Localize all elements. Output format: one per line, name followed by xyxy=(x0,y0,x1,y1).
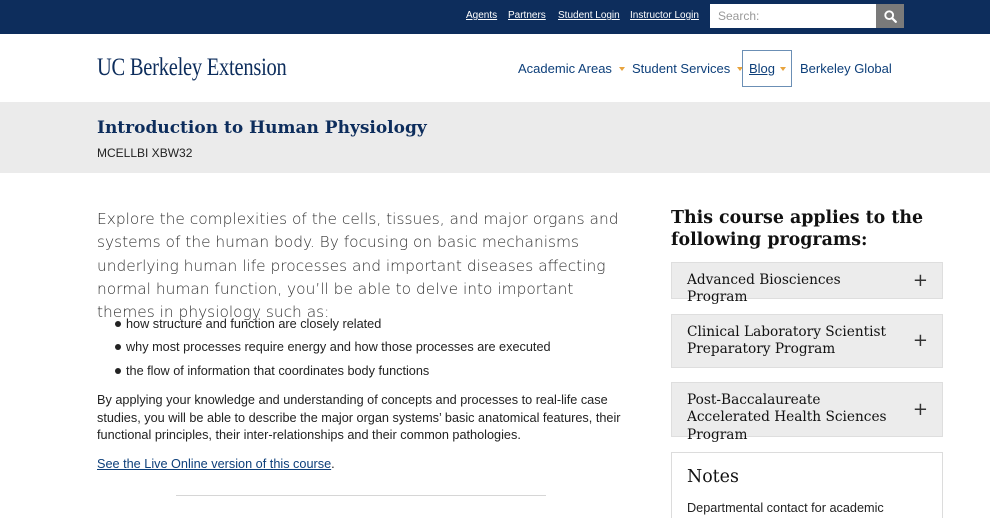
notes-title: Notes xyxy=(687,467,739,487)
plus-icon: + xyxy=(912,270,928,291)
nav-academic-areas[interactable] xyxy=(518,61,625,76)
program-title: Advanced Biosciences Program xyxy=(687,272,841,306)
themes-list xyxy=(113,315,551,385)
chevron-down-icon xyxy=(780,67,786,71)
instructor-login-link[interactable]: Instructor Login xyxy=(630,10,699,21)
search-input[interactable] xyxy=(710,4,876,28)
program-card-advanced-biosciences[interactable] xyxy=(671,262,943,306)
nav-label: Berkeley Global xyxy=(800,61,892,76)
live-online-link[interactable]: See the Live Online version of this course xyxy=(97,457,332,471)
course-code: MCELLBI XBW32 xyxy=(97,146,193,160)
divider xyxy=(176,495,546,496)
site-logo[interactable]: UC Berkeley Extension xyxy=(97,54,287,81)
agents-link[interactable]: Agents xyxy=(466,10,498,21)
program-title: Post-Baccalaureate Accelerated Health Sciences Program xyxy=(687,392,887,443)
course-banner xyxy=(0,102,990,173)
program-card-clinical-laboratory[interactable] xyxy=(671,314,943,368)
course-intro: Explore the complexities of the cells, tissues, and major organs and systems of the human body. By focusing on basic mechanisms underlying human life processes and important diseases affecting normal human function, you’ll be able to delve into important themes in physiology such as: xyxy=(97,210,619,322)
plus-icon: + xyxy=(912,399,928,420)
live-online-line xyxy=(97,457,335,471)
search-icon xyxy=(884,10,897,23)
nav-label: Blog xyxy=(749,61,776,76)
nav-student-services[interactable] xyxy=(632,61,743,76)
nav-berkeley-global[interactable] xyxy=(800,61,892,76)
programs-heading: This course applies to the following programs: xyxy=(671,208,924,250)
utility-bar xyxy=(0,0,990,34)
list-item: the flow of information that coordinates body functions xyxy=(113,362,551,385)
plus-icon: + xyxy=(912,330,928,351)
notes-card xyxy=(671,452,943,518)
nav-blog[interactable] xyxy=(749,61,786,76)
notes-text: Departmental contact for academic xyxy=(687,501,884,515)
student-login-link[interactable]: Student Login xyxy=(558,10,620,21)
program-card-post-bacc[interactable] xyxy=(671,382,943,443)
course-description: By applying your knowledge and understanding of concepts and processes to real-life case studies, you will be able to describe the major organ systems’ basic anatomical features, their functional principles, their inter-relationships and their common pathologies. xyxy=(97,393,621,443)
nav-label: Academic Areas xyxy=(518,61,612,76)
program-title: Clinical Laboratory Scientist Preparatory Program xyxy=(687,324,887,358)
nav-label: Student Services xyxy=(632,61,731,76)
search-button[interactable] xyxy=(876,4,904,28)
list-item: how structure and function are closely related xyxy=(113,315,551,338)
chevron-down-icon xyxy=(619,67,625,71)
site-header xyxy=(0,34,990,102)
page-title: Introduction to Human Physiology xyxy=(97,118,427,138)
list-item: why most processes require energy and how those processes are executed xyxy=(113,338,551,361)
partners-link[interactable]: Partners xyxy=(508,10,546,21)
link-suffix: . xyxy=(331,457,335,471)
